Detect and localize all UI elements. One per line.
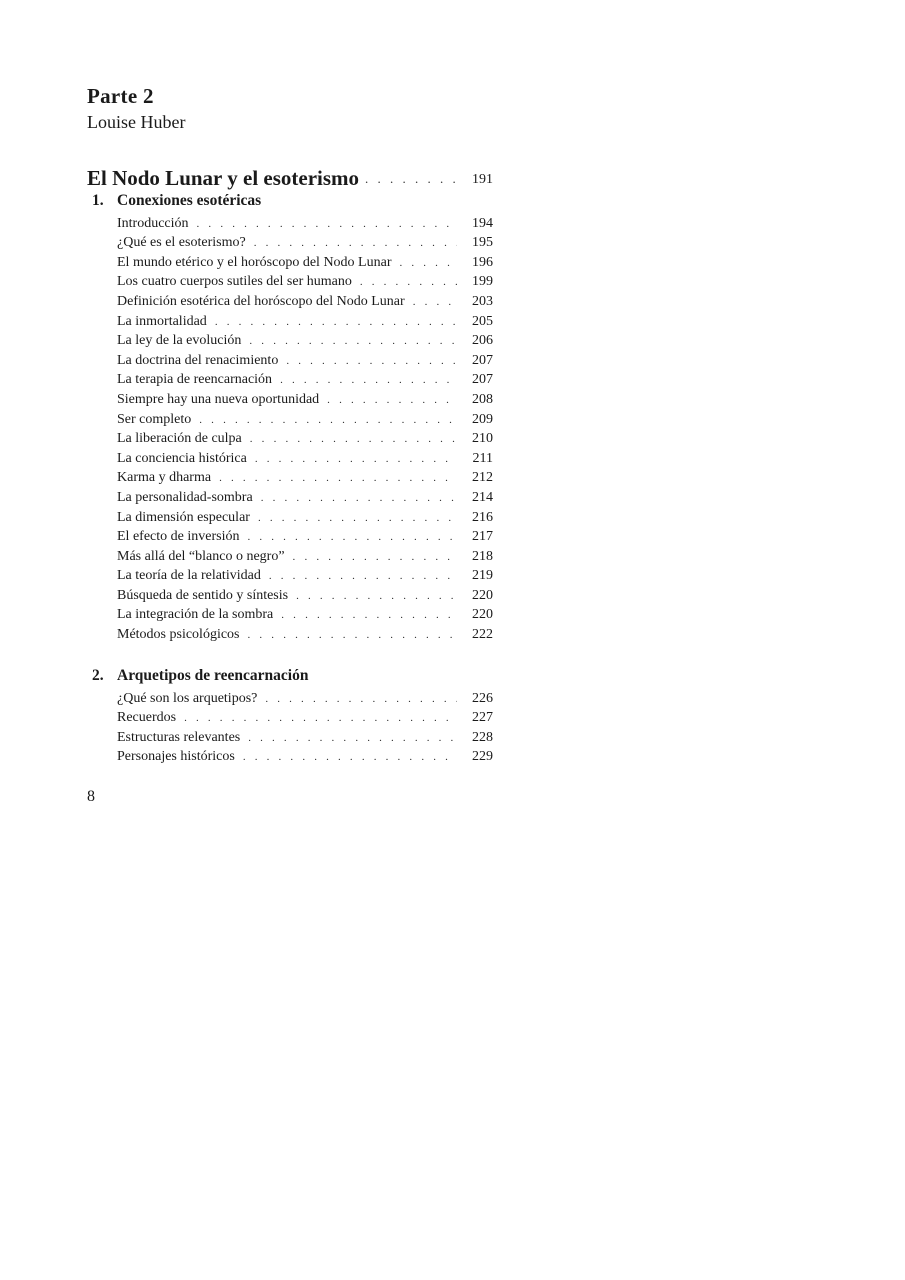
toc-entry[interactable] — [117, 212, 493, 232]
toc-entry[interactable] — [117, 545, 493, 565]
toc-entry-title: La terapia de reencarnación — [117, 372, 273, 388]
dot-leader — [261, 492, 457, 504]
toc-entry-page: 210 — [472, 431, 493, 447]
toc-entry-title: Recuerdos — [117, 710, 177, 726]
dot-leader — [265, 693, 457, 705]
toc-entry-page: 203 — [472, 293, 493, 309]
toc-entry-page: 196 — [472, 254, 493, 270]
toc-entry[interactable] — [117, 369, 493, 389]
section-number: 1. — [92, 192, 104, 209]
author-name: Louise Huber — [87, 112, 186, 132]
toc-entry[interactable] — [117, 388, 493, 408]
toc-entry[interactable] — [117, 251, 493, 271]
toc-entry-title: Métodos psicológicos — [117, 627, 240, 643]
toc-entry-page: 205 — [472, 313, 493, 329]
toc-entry[interactable] — [117, 310, 493, 330]
dot-leader — [184, 712, 457, 724]
toc-section-2 — [87, 665, 493, 765]
toc-entry-page: 219 — [472, 568, 493, 584]
toc-entry[interactable] — [117, 232, 493, 252]
dot-leader — [249, 335, 457, 347]
toc-entry-page: 214 — [472, 489, 493, 505]
dot-leader — [327, 394, 457, 406]
toc-entry-page: 227 — [472, 710, 493, 726]
toc-entry-title: Los cuatro cuerpos sutiles del ser humano — [117, 274, 352, 290]
toc-entry[interactable] — [117, 330, 493, 350]
toc-entry-title: ¿Qué es el esoterismo? — [117, 235, 246, 251]
toc-entry-title: El mundo etérico y el horóscopo del Nodo Lunar — [117, 254, 392, 270]
section-entries — [117, 687, 493, 765]
toc-entry-page: 220 — [472, 587, 493, 603]
toc-entry-title: La ley de la evolución — [117, 333, 242, 349]
main-toc-entry[interactable] — [87, 163, 493, 191]
toc-entry-page: 207 — [472, 352, 493, 368]
dot-leader — [199, 414, 457, 426]
toc-entry[interactable] — [117, 428, 493, 448]
dot-leader — [269, 570, 457, 582]
toc-section-1 — [87, 190, 493, 643]
toc-entry-page: 211 — [472, 450, 493, 466]
toc-entry-title: La doctrina del renacimiento — [117, 352, 279, 368]
toc-entry-page: 218 — [472, 548, 493, 564]
toc-entry-page: 195 — [472, 235, 493, 251]
toc-entry-page: 199 — [472, 274, 493, 290]
toc-entry[interactable] — [117, 565, 493, 585]
toc-entry-title: Más allá del “blanco o negro” — [117, 548, 285, 564]
toc-entry[interactable] — [117, 707, 493, 727]
dot-leader — [255, 453, 457, 465]
toc-entry[interactable] — [117, 447, 493, 467]
section-heading[interactable] — [87, 190, 493, 212]
toc-entry-page: 209 — [472, 411, 493, 427]
toc-entry-title: La dimensión especular — [117, 509, 250, 525]
dot-leader — [215, 316, 457, 328]
toc-entry-title: Introducción — [117, 215, 189, 231]
toc-entry-title: Definición esotérica del horóscopo del Nodo Lunar — [117, 293, 405, 309]
toc-entry[interactable] — [117, 604, 493, 624]
toc-entry-page: 216 — [472, 509, 493, 525]
toc-entry-page: 220 — [472, 607, 493, 623]
toc-entry[interactable] — [117, 726, 493, 746]
section-number: 2. — [92, 667, 104, 684]
toc-entry[interactable] — [117, 687, 493, 707]
toc-entry-page: 212 — [472, 470, 493, 486]
toc-entry[interactable] — [117, 506, 493, 526]
dot-leader — [281, 609, 457, 621]
toc-entry-page: 206 — [472, 333, 493, 349]
dot-leader — [413, 296, 457, 308]
toc-entry-page: 207 — [472, 372, 493, 388]
page-number: 8 — [87, 788, 95, 805]
dot-leader — [197, 218, 457, 230]
dot-leader — [286, 355, 457, 367]
dot-leader — [247, 531, 457, 543]
toc-entry[interactable] — [117, 408, 493, 428]
toc-entry-title: Búsqueda de sentido y síntesis — [117, 587, 289, 603]
dot-leader — [250, 433, 457, 445]
toc-entry-title: La personalidad-sombra — [117, 489, 253, 505]
dot-leader — [258, 512, 457, 524]
dot-leader — [296, 590, 457, 602]
toc-entry[interactable] — [117, 746, 493, 766]
toc-entry-title: La conciencia histórica — [117, 450, 247, 466]
toc-entry[interactable] — [117, 467, 493, 487]
toc-entry-title: La liberación de culpa — [117, 431, 242, 447]
toc-entry-page: 208 — [472, 391, 493, 407]
toc-entry-title: Karma y dharma — [117, 470, 212, 486]
toc-entry-title: La teoría de la relatividad — [117, 568, 261, 584]
dot-leader — [248, 629, 458, 641]
section-entries — [117, 212, 493, 643]
section-heading[interactable] — [87, 665, 493, 687]
toc-entry-title: ¿Qué son los arquetipos? — [117, 690, 258, 706]
toc-entry-page: 194 — [472, 215, 493, 231]
toc-entry[interactable] — [117, 623, 493, 643]
section-title: Conexiones esotéricas — [117, 192, 262, 209]
toc-entry[interactable] — [117, 584, 493, 604]
dot-leader — [365, 171, 457, 187]
dot-leader — [243, 751, 457, 763]
toc-entry-page: 222 — [472, 627, 493, 643]
dot-leader — [248, 732, 457, 744]
main-entry-title: El Nodo Lunar y el esoterismo — [87, 166, 360, 190]
toc-entry-page: 217 — [472, 529, 493, 545]
toc-entry-title: Estructuras relevantes — [117, 729, 241, 745]
toc-entry-page: 229 — [472, 749, 493, 765]
toc-entry-title: La inmortalidad — [117, 313, 207, 329]
toc-entry[interactable] — [117, 486, 493, 506]
dot-leader — [360, 276, 457, 288]
toc-entry-title: Siempre hay una nueva oportunidad — [117, 391, 320, 407]
main-entry-page: 191 — [472, 172, 493, 187]
section-title: Arquetipos de reencarnación — [117, 667, 309, 684]
dot-leader — [254, 237, 457, 249]
toc-entry-title: El efecto de inversión — [117, 529, 240, 545]
part-title: Parte 2 — [87, 84, 154, 108]
toc-entry-page: 228 — [472, 729, 493, 745]
toc-entry[interactable] — [117, 271, 493, 291]
dot-leader — [399, 257, 457, 269]
dot-leader — [293, 551, 457, 563]
dot-leader — [280, 374, 457, 386]
dot-leader — [219, 472, 457, 484]
toc-entry-title: La integración de la sombra — [117, 607, 274, 623]
toc-entry-page: 226 — [472, 690, 493, 706]
toc-entry[interactable] — [117, 526, 493, 546]
toc-entry[interactable] — [117, 290, 493, 310]
toc-entry[interactable] — [117, 349, 493, 369]
toc-entry-title: Personajes históricos — [117, 749, 235, 765]
toc-entry-title: Ser completo — [117, 411, 192, 427]
